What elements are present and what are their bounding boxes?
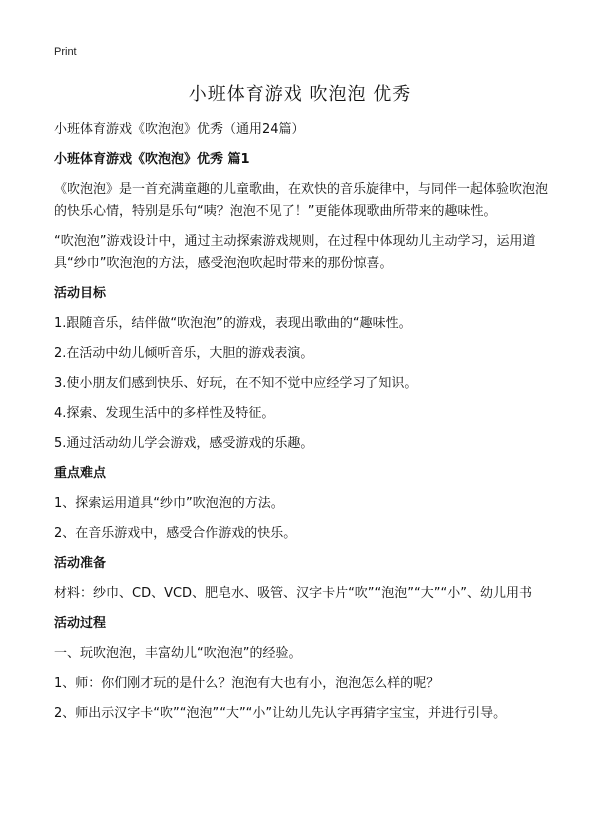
goal-item: 3.使小朋友们感到快乐、好玩，在不知不觉中应经学习了知识。: [54, 376, 418, 391]
key-point-item: 1、探索运用道具“纱巾”吹泡泡的方法。: [54, 496, 284, 511]
process-item: 一、玩吹泡泡，丰富幼儿“吹泡泡”的经验。: [54, 646, 302, 661]
document-subtitle: 小班体育游戏《吹泡泡》优秀（通用24篇）: [54, 122, 305, 137]
process-heading: 活动过程: [54, 616, 107, 631]
goal-item: 4.探索、发现生活中的多样性及特征。: [54, 406, 275, 421]
process-item: 1、师：你们刚才玩的是什么？泡泡有大也有小，泡泡怎么样的呢？: [54, 676, 440, 691]
key-point-item: 2、在音乐游戏中，感受合作游戏的快乐。: [54, 526, 297, 541]
process-item: 2、师出示汉字卡“吹”“泡泡”“大”“小”让幼儿先认字再猜字宝宝，并进行引导。: [54, 706, 507, 721]
preparation-text: 材料：纱巾、CD、VCD、肥皂水、吸管、汉字卡片“吹”“泡泡”“大”“小”、幼儿用书: [54, 586, 532, 601]
goals-heading: 活动目标: [54, 286, 107, 301]
print-link[interactable]: Print: [54, 46, 77, 58]
key-points-heading: 重点难点: [54, 466, 107, 481]
intro-paragraph-1: 《吹泡泡》是一首充满童趣的儿童歌曲，在欢快的音乐旋律中，与同伴一起体验吹泡泡的快乐心情，特别是乐句“咦？泡泡不见了！”更能体现歌曲所带来的趣味性。: [54, 182, 549, 219]
goal-item: 1.跟随音乐，结伴做“吹泡泡”的游戏，表现出歌曲的“趣味性。: [54, 316, 412, 331]
goal-item: 2.在活动中幼儿倾听音乐，大胆的游戏表演。: [54, 346, 314, 361]
document-body: [54, 119, 556, 733]
section-title: 小班体育游戏《吹泡泡》优秀 篇1: [54, 152, 250, 167]
page-title: 小班体育游戏 吹泡泡 优秀: [188, 84, 412, 105]
preparation-heading: 活动准备: [54, 556, 107, 571]
goal-item: 5.通过活动幼儿学会游戏，感受游戏的乐趣。: [54, 436, 314, 451]
intro-paragraph-2: “吹泡泡”游戏设计中，通过主动探索游戏规则，在过程中体现幼儿主动学习，运用道具“纱巾”吹泡泡的方法，感受泡泡吹起时带来的那份惊喜。: [54, 234, 536, 271]
